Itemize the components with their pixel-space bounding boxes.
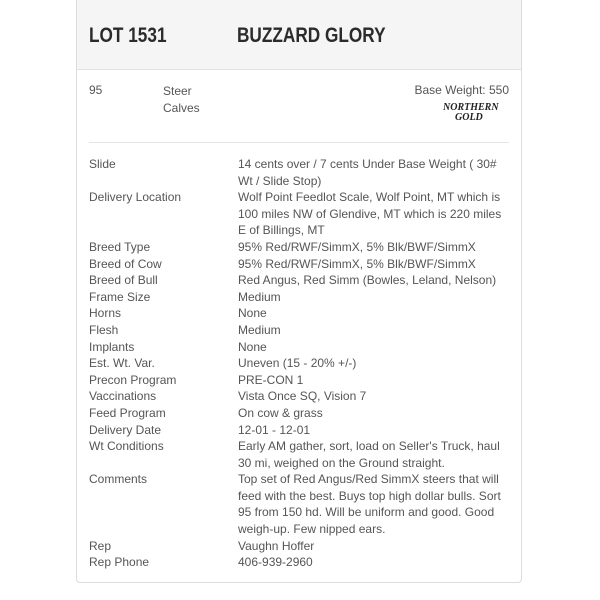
detail-label: Breed of Cow	[89, 256, 162, 271]
detail-label: Breed Type	[89, 239, 151, 254]
lot-summary	[89, 83, 509, 141]
detail-label: Delivery Location	[89, 190, 182, 205]
detail-row-slide	[89, 156, 511, 189]
detail-value: Vista Once SQ, Vision 7	[238, 389, 367, 404]
detail-label: Breed of Bull	[89, 273, 158, 288]
logo-text-top: NORTHERN	[443, 102, 499, 113]
logo-text-bottom: GOLD	[455, 112, 483, 122]
lot-header	[77, 0, 521, 70]
detail-row-vaccinations	[89, 388, 511, 405]
detail-row-wt-conditions	[89, 438, 511, 471]
detail-value: 12-01 - 12-01	[238, 422, 311, 437]
lot-name: BUZZARD GLORY	[237, 24, 386, 47]
detail-row-feed-program	[89, 405, 511, 422]
detail-label: Flesh	[89, 322, 119, 337]
detail-row-rep-phone	[89, 554, 511, 571]
detail-label: Implants	[89, 339, 135, 354]
detail-value: Uneven (15 - 20% +/-)	[238, 356, 357, 371]
detail-label: Horns	[89, 306, 122, 321]
detail-value: Wolf Point Feedlot Scale, Wolf Point, MT which is 100 miles NW of Glendive, MT which is 220 miles E of Billings, MT	[238, 190, 502, 238]
detail-row-horns	[89, 305, 511, 322]
detail-value: Early AM gather, sort, load on Seller's Truck, haul 30 mi, weighed on the Ground straight.	[238, 439, 500, 470]
detail-label: Rep	[89, 538, 112, 553]
detail-row-precon-program	[89, 372, 511, 389]
detail-label: Vaccinations	[89, 389, 157, 404]
summary-divider	[89, 142, 509, 143]
detail-label: Slide	[89, 157, 116, 171]
lot-number: LOT 1531	[89, 24, 167, 47]
detail-label: Comments	[89, 472, 148, 487]
detail-row-breed-of-bull	[89, 272, 511, 289]
detail-row-implants	[89, 339, 511, 356]
detail-value: 406-939-2960	[238, 555, 313, 570]
detail-row-rep	[89, 538, 511, 555]
detail-label: Est. Wt. Var.	[89, 356, 155, 371]
detail-value: Vaughn Hoffer	[238, 538, 315, 553]
detail-label: Rep Phone	[89, 555, 150, 570]
cattle-type	[163, 83, 200, 117]
detail-value: 95% Red/RWF/SimmX, 5% Blk/BWF/SimmX	[238, 239, 476, 254]
detail-value: None	[238, 306, 267, 321]
detail-value: Top set of Red Angus/Red SimmX steers that will feed with the best. Buys top high dollar bulls. Sort 95 from 150 hd. Will be uniform and good. Good weigh-up. Few nipped ears.	[238, 472, 501, 537]
detail-row-est-wt-var	[89, 355, 511, 372]
detail-row-comments	[89, 471, 511, 537]
detail-row-breed-of-cow	[89, 256, 511, 273]
detail-label: Wt Conditions	[89, 439, 164, 454]
detail-value: Red Angus, Red Simm (Bowles, Leland, Nelson)	[238, 273, 497, 288]
detail-label: Delivery Date	[89, 422, 162, 437]
detail-label: Frame Size	[89, 289, 151, 304]
detail-row-flesh	[89, 322, 511, 339]
head-count: 95	[89, 83, 103, 97]
detail-row-frame-size	[89, 289, 511, 306]
detail-row-breed-type	[89, 239, 511, 256]
detail-value: Medium	[238, 289, 281, 304]
detail-value: PRE-CON 1	[238, 372, 304, 387]
detail-value: 14 cents over / 7 cents Under Base Weight ( 30# Wt / Slide Stop)	[238, 157, 497, 188]
base-weight: Base Weight: 550	[414, 83, 509, 97]
detail-value: On cow & grass	[238, 405, 323, 420]
detail-value: Medium	[238, 322, 281, 337]
detail-label: Feed Program	[89, 405, 166, 420]
cattle-type-line2: Calves	[163, 101, 200, 115]
details-list	[89, 156, 511, 571]
cattle-type-line1: Steer	[163, 84, 192, 98]
detail-row-delivery-date	[89, 422, 511, 439]
detail-label: Precon Program	[89, 372, 177, 387]
northern-gold-logo-icon	[441, 100, 509, 122]
detail-row-delivery-location	[89, 189, 511, 239]
detail-value: 95% Red/RWF/SimmX, 5% Blk/BWF/SimmX	[238, 256, 476, 271]
detail-value: None	[238, 339, 267, 354]
